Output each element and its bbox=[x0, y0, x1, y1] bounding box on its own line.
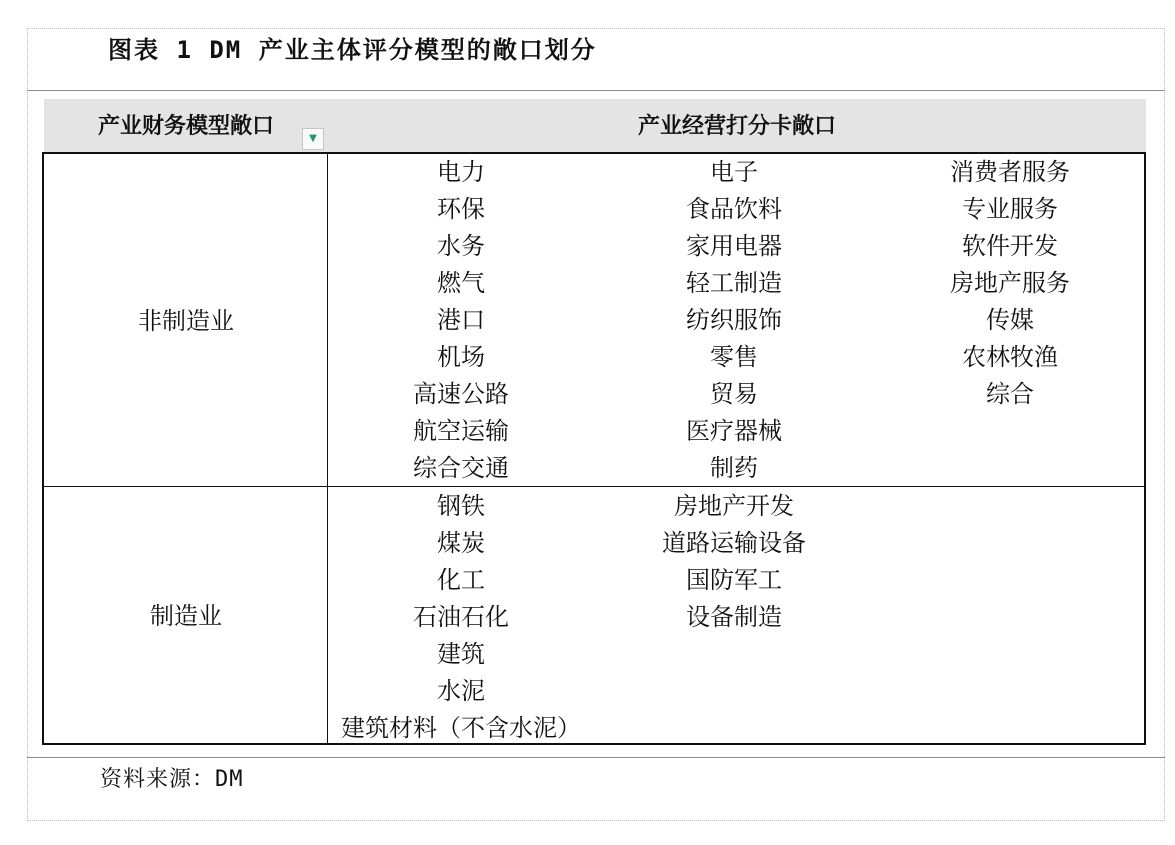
table-cell: 环保 bbox=[437, 195, 485, 223]
table-cell: 贸易 bbox=[710, 380, 758, 408]
table-cell: 专业服务 bbox=[962, 195, 1058, 223]
figure-title: 图表 1 DM 产业主体评分模型的敞口划分 bbox=[108, 36, 597, 64]
table-cell: 传媒 bbox=[986, 306, 1034, 334]
table-cell: 家用电器 bbox=[686, 232, 782, 260]
table-cell: 制药 bbox=[710, 454, 758, 482]
table-cell: 纺织服饰 bbox=[686, 306, 782, 334]
table-cell: 港口 bbox=[437, 306, 485, 334]
table-cell: 国防军工 bbox=[686, 566, 782, 594]
table-cell: 零售 bbox=[710, 343, 758, 371]
table-cell: 房地产开发 bbox=[674, 492, 794, 520]
table-cell: 房地产服务 bbox=[950, 269, 1070, 297]
table-cell: 建筑材料（不含水泥） bbox=[341, 714, 581, 742]
table-cell: 医疗器械 bbox=[686, 417, 782, 445]
table-cell: 电子 bbox=[710, 158, 758, 186]
filter-dropdown-icon[interactable]: ▼ bbox=[302, 128, 324, 150]
table-cell: 水务 bbox=[437, 232, 485, 260]
table-cell: 农林牧渔 bbox=[962, 343, 1058, 371]
table-cell: 化工 bbox=[437, 566, 485, 594]
source-note: 资料来源：DM bbox=[100, 767, 244, 792]
row-label-non-manufacturing: 非制造业 bbox=[138, 307, 234, 335]
table-cell: 电力 bbox=[437, 158, 485, 186]
source-divider bbox=[27, 757, 1165, 758]
table-cell: 食品饮料 bbox=[686, 195, 782, 223]
table-left-border bbox=[42, 152, 44, 745]
table-cell: 道路运输设备 bbox=[662, 529, 806, 557]
row-label-manufacturing: 制造业 bbox=[150, 602, 222, 630]
table-cell: 设备制造 bbox=[686, 603, 782, 631]
table-cell: 钢铁 bbox=[437, 492, 485, 520]
table-cell: 高速公路 bbox=[413, 380, 509, 408]
table-cell: 软件开发 bbox=[962, 232, 1058, 260]
table-cell: 燃气 bbox=[437, 269, 485, 297]
title-divider bbox=[27, 90, 1165, 91]
table-cell: 航空运输 bbox=[413, 417, 509, 445]
table-cell: 轻工制造 bbox=[686, 269, 782, 297]
table-bottom-border bbox=[42, 743, 1146, 745]
table-row-divider bbox=[42, 486, 1146, 487]
table-cell: 机场 bbox=[437, 343, 485, 371]
table-cell: 综合交通 bbox=[413, 454, 509, 482]
table-cell: 石油石化 bbox=[413, 603, 509, 631]
table-right-border bbox=[1144, 152, 1146, 745]
table-cell: 综合 bbox=[986, 380, 1034, 408]
table-cell: 建筑 bbox=[437, 640, 485, 668]
table-column-divider bbox=[327, 152, 328, 745]
header-scorecard-exposure: 产业经营打分卡敞口 bbox=[637, 114, 836, 139]
header-financial-model-exposure: 产业财务模型敞口 bbox=[97, 114, 274, 139]
table-cell: 煤炭 bbox=[437, 529, 485, 557]
table-cell: 消费者服务 bbox=[950, 158, 1070, 186]
table-cell: 水泥 bbox=[437, 677, 485, 705]
